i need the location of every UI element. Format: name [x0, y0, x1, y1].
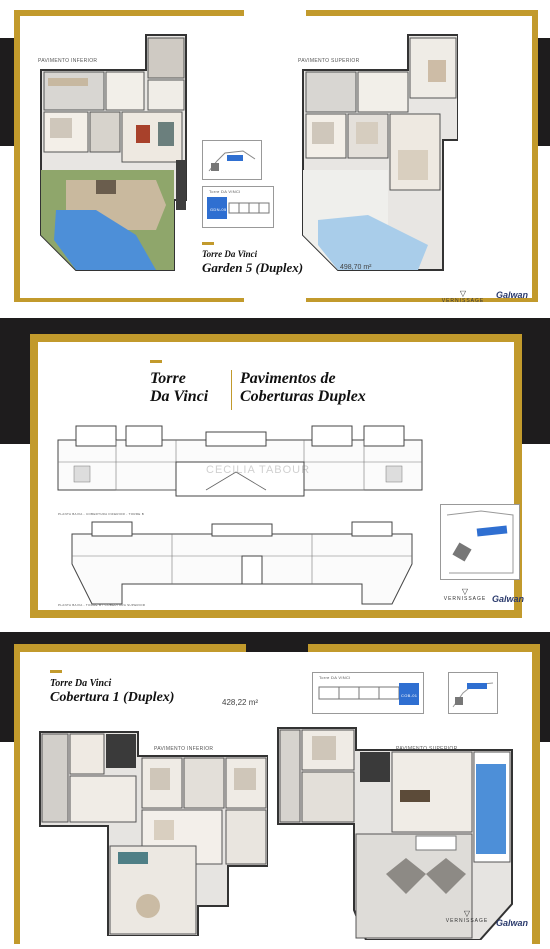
panel-cobertura-1 [0, 632, 550, 949]
tower-floor-plan-lower [56, 422, 424, 502]
tower-keyplan [202, 186, 274, 228]
unit-area: 498,70 m² [340, 264, 372, 271]
lower-floor-label: PAVIMENTO INFERIOR [38, 58, 98, 64]
unit-area: 428,22 m² [222, 698, 259, 707]
vernissage-logo [442, 910, 492, 924]
site-keyplan-drawing [441, 505, 519, 579]
vernissage-logo [440, 588, 490, 602]
keyplan-tower-label: Torre DA VINCI [319, 675, 351, 680]
panel-garden-5 [0, 0, 550, 312]
site-keyplan [202, 140, 262, 180]
vernissage-logo-text: VERNISSAGE [441, 298, 485, 304]
unit-title: Garden 5 (Duplex) [202, 260, 304, 275]
tower-subtitle [240, 370, 366, 406]
tower-label: Torre Da Vinci [50, 678, 112, 689]
title-divider [231, 370, 232, 410]
floor-plan-lower [38, 726, 268, 936]
galwan-logo: Galwan [496, 290, 529, 300]
vernissage-logo-mark: ▽ [461, 587, 469, 596]
tower-subtitle-line2: Coberturas Duplex [240, 388, 366, 405]
site-keyplan [440, 504, 520, 580]
plan-caption-upper: PLANTA BAIXA - TORRE B / COBERTURA SUPERIOR [58, 603, 146, 607]
upper-floor-label: PAVIMENTO SUPERIOR [298, 58, 360, 64]
panel-tower-overview [0, 318, 550, 626]
vernissage-logo-mark: ▽ [463, 909, 471, 918]
tower-title [150, 370, 208, 406]
galwan-logo: Galwan [496, 918, 529, 928]
keyplan-unit-label: GDN-05 [210, 207, 227, 212]
site-keyplan [448, 672, 498, 714]
tower-subtitle-line1: Pavimentos de [240, 370, 336, 387]
lower-floor-label: PAVIMENTO INFERIOR [154, 746, 214, 752]
unit-title: Cobertura 1 (Duplex) [50, 690, 175, 705]
floor-plan-upper [298, 30, 458, 275]
tower-floor-plan-upper [62, 520, 422, 608]
plan-caption-lower: PLANTA BAIXA - COBERTURA INFERIOR - TORRE B [58, 512, 145, 516]
keyplan-unit-label: COB-01 [401, 693, 418, 698]
floor-plan-lower [36, 30, 196, 275]
title-accent-dash [150, 360, 162, 363]
tower-keyplan [312, 672, 424, 714]
vernissage-logo-mark: ▽ [459, 289, 467, 298]
site-keyplan-drawing [449, 673, 497, 713]
title-accent-dash [50, 670, 62, 673]
keyplan-tower-label: Torre DA VINCI [209, 189, 241, 194]
title-accent-dash [202, 242, 214, 245]
floor-plan-upper [276, 724, 516, 940]
tower-title-line2: Da Vinci [150, 388, 209, 405]
site-keyplan-drawing [203, 141, 261, 179]
vernissage-logo-text: VERNISSAGE [445, 918, 489, 924]
galwan-logo: Galwan [492, 594, 525, 604]
vernissage-logo [438, 290, 488, 304]
tower-label: Torre Da Vinci [202, 249, 258, 259]
tower-title-line1: Torre [150, 370, 186, 387]
vernissage-logo-text: VERNISSAGE [443, 596, 487, 602]
watermark: CECILIA TABOUR [206, 464, 311, 476]
